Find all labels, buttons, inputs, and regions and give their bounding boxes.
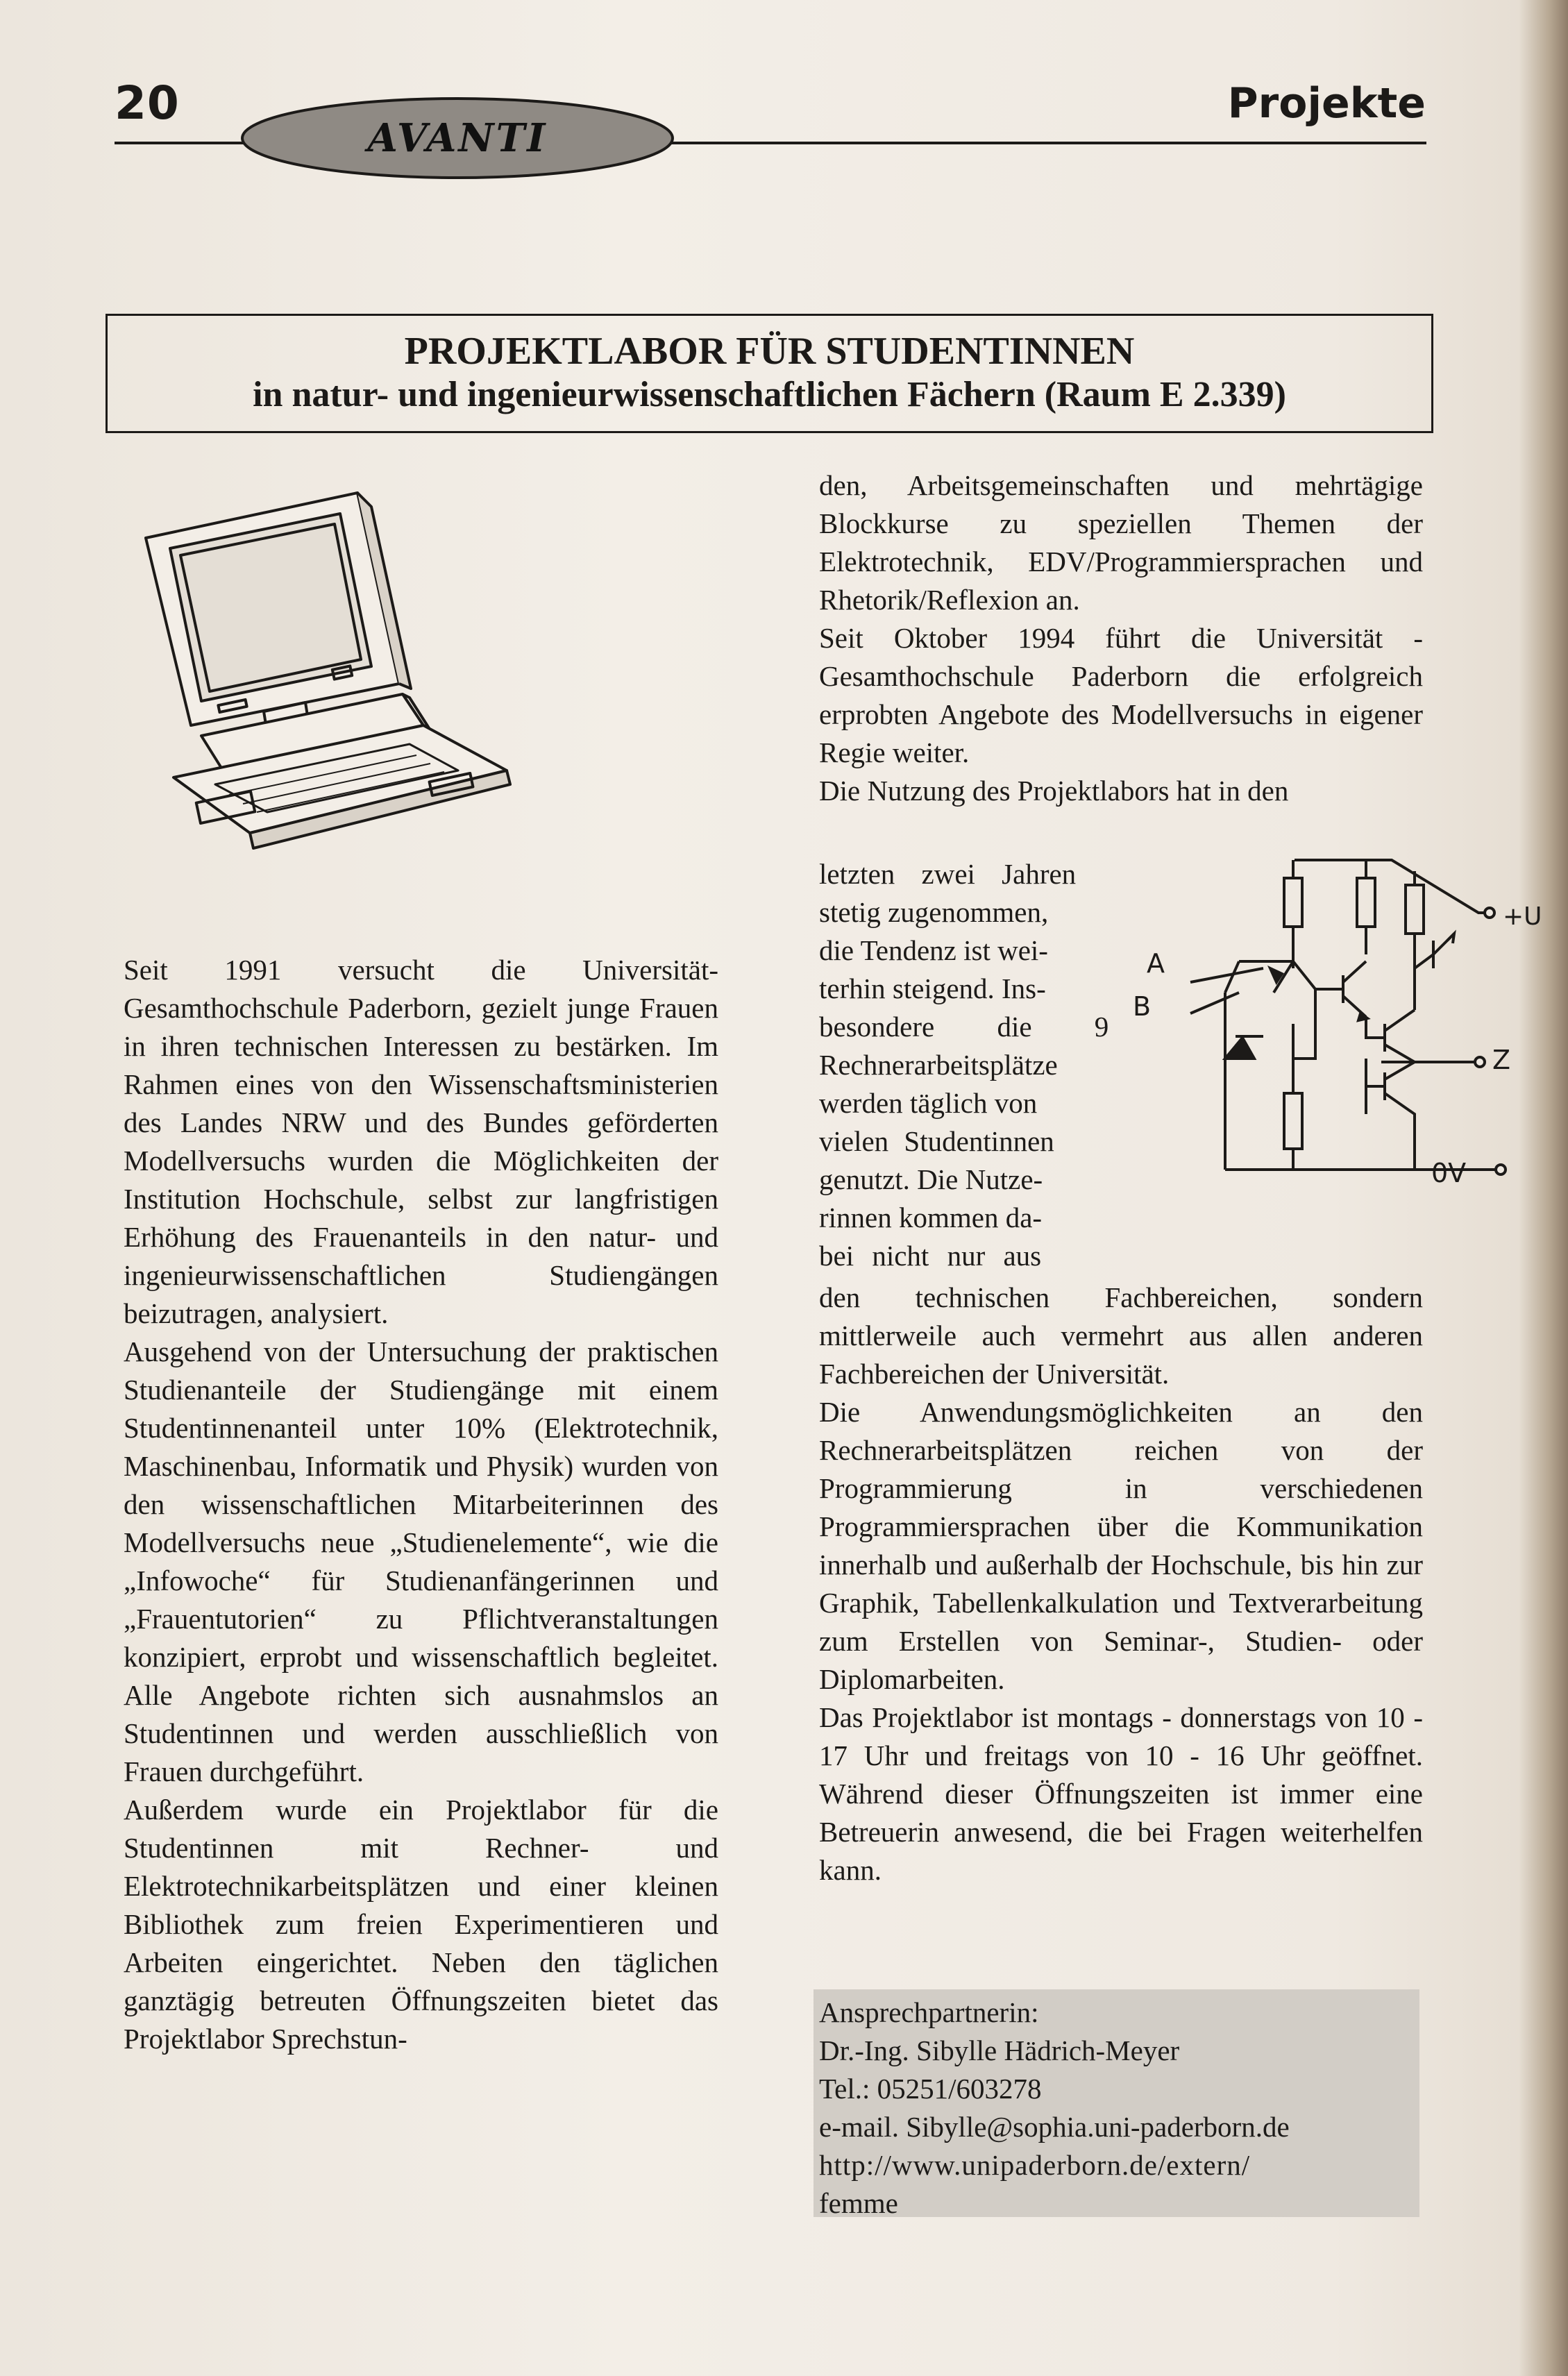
wrapped-line: besondere die 9 bbox=[819, 1011, 1109, 1043]
right-paragraph-1: den, Arbeitsgemeinschaften und mehrtägige Blockkurse zu speziellen Themen der Elektrotechnik, EDV/Programmiersprachen und Rhetorik/Reflexion an. bbox=[819, 469, 1423, 616]
wrapped-line: Rechnerarbeitsplätze bbox=[819, 1049, 1058, 1081]
contact-heading: Ansprechpartnerin: bbox=[819, 1996, 1039, 2028]
contact-phone: Tel.: 05251/603278 bbox=[819, 2073, 1042, 2105]
contact-url-continued: femme bbox=[819, 2187, 898, 2219]
wrapped-line: bei nicht nur aus bbox=[819, 1240, 1042, 1272]
right-column-top bbox=[819, 466, 1423, 810]
right-paragraph-4: Die Anwendungsmöglichkeiten an den Rechnerarbeitsplätzen reichen von der Programmierung in verschiedenen Programmiersprachen über die Kommunikation innerhalb und außerhalb der Hochschule, bis hin zur Graphik, Tabellenkalkulation und Textverarbeitung zum Erstellen von Seminar-, Studien- oder Diplomarbeiten. bbox=[819, 1396, 1423, 1695]
wrapped-line: genutzt. Die Nutze- bbox=[819, 1163, 1043, 1195]
avanti-logo-text: AVANTI bbox=[367, 115, 548, 161]
left-paragraph-1: Seit 1991 versucht die Universität-Gesamthochschule Paderborn, gezielt junge Frauen in ihren technischen Interessen zu bestärken. Im Rahmen eines von den Wissenschaftsministerien des Landes NRW und des Bundes geförderten Modellversuchs wurden die Möglichkeiten der Institution Hochschule, selbst zur langfristigen Erhöhung des Frauenanteils in den natur- und ingenieurwissenschaftlichen Studiengängen beizutragen, analysiert. bbox=[124, 954, 718, 1329]
page-number: 20 bbox=[115, 76, 180, 130]
article-subtitle: in natur- und ingenieurwissenschaftlichen Fächern (Raum E 2.339) bbox=[253, 375, 1286, 414]
contact-email: e-mail. Sibylle@sophia.uni-paderborn.de bbox=[819, 2111, 1290, 2143]
contact-name: Dr.-Ing. Sibylle Hädrich-Meyer bbox=[819, 2034, 1180, 2066]
contact-box bbox=[813, 1989, 1419, 2217]
wrapped-line: letzten zwei Jahren bbox=[819, 858, 1077, 890]
page-spine-shadow bbox=[1519, 0, 1568, 2376]
circuit-label-b: B bbox=[1133, 991, 1152, 1022]
contact-url: http://www.unipaderborn.de/extern/ bbox=[819, 2149, 1251, 2181]
article-title-box bbox=[106, 314, 1433, 433]
wrapped-line: stetig zugenommen, bbox=[819, 896, 1049, 928]
circuit-label-plus-u: +U bbox=[1503, 902, 1542, 931]
section-title: Projekte bbox=[1227, 79, 1426, 128]
circuit-diagram bbox=[1107, 850, 1551, 1183]
right-paragraph-3-start: Die Nutzung des Projektlabors hat in den bbox=[819, 775, 1289, 807]
wrapped-line: die Tendenz ist wei- bbox=[819, 934, 1048, 966]
wrapped-line: vielen Studentinnen bbox=[819, 1125, 1054, 1157]
circuit-label-a: A bbox=[1147, 948, 1165, 979]
circuit-label-z: Z bbox=[1492, 1045, 1511, 1075]
left-paragraph-2: Ausgehend von der Untersuchung der praktischen Studienanteile der Studiengänge mit einem Studentinnenanteil unter 10% (Elektrotechnik, Maschinenbau, Informatik und Physik) wurden von den wissenschaftlichen Mitarbeiterinnen des Modellversuchs neue „Studienelemente“, wie die „Infowoche“ für Studienanfängerinnen und „Frauentutorien“ zu Pflichtveranstaltungen konzipiert, erprobt und wissenschaftlich begleitet. Alle Angebote richten sich ausnahmslos an Studentinnen und werden ausschließlich von Frauen durchgeführt. bbox=[124, 1336, 718, 1787]
right-paragraph-2: Seit Oktober 1994 führt die Universität - Gesamthochschule Paderborn die erfolgreich erprobten Angebote des Modellversuchs in eigener Regie weiter. bbox=[819, 622, 1423, 768]
right-paragraph-5: Das Projektlabor ist montags - donnerstags von 10 - 17 Uhr und freitags von 10 - 16 Uhr geöffnet. Während dieser Öffnungszeiten ist immer eine Betreuerin anwesend, die bei Fragen weiterhelfen kann. bbox=[819, 1701, 1423, 1886]
wrapped-line: rinnen kommen da- bbox=[819, 1202, 1043, 1233]
right-paragraph-3-end: den technischen Fachbereichen, sondern mittlerweile auch vermehrt aus allen anderen Fachbereichen der Universität. bbox=[819, 1281, 1423, 1390]
computer-illustration bbox=[132, 486, 521, 861]
circuit-label-0v: 0V bbox=[1431, 1158, 1467, 1188]
wrapped-line: terhin steigend. Ins- bbox=[819, 972, 1046, 1004]
article-title: PROJEKTLABOR FÜR STUDENTINNEN bbox=[404, 330, 1135, 373]
left-paragraph-3: Außerdem wurde ein Projektlabor für die Studentinnen mit Rechner- und Elektrotechnikarbeitsplätzen und einer kleinen Bibliothek zum freien Experimentieren und Arbeiten eingerichtet. Neben den täglichen ganztägig betreuten Öffnungszeiten bietet das Projektlabor Sprechstun- bbox=[124, 1794, 718, 2055]
left-column bbox=[124, 951, 718, 2058]
wrapped-line: werden täglich von bbox=[819, 1087, 1038, 1119]
right-column-bottom bbox=[819, 1279, 1423, 1889]
